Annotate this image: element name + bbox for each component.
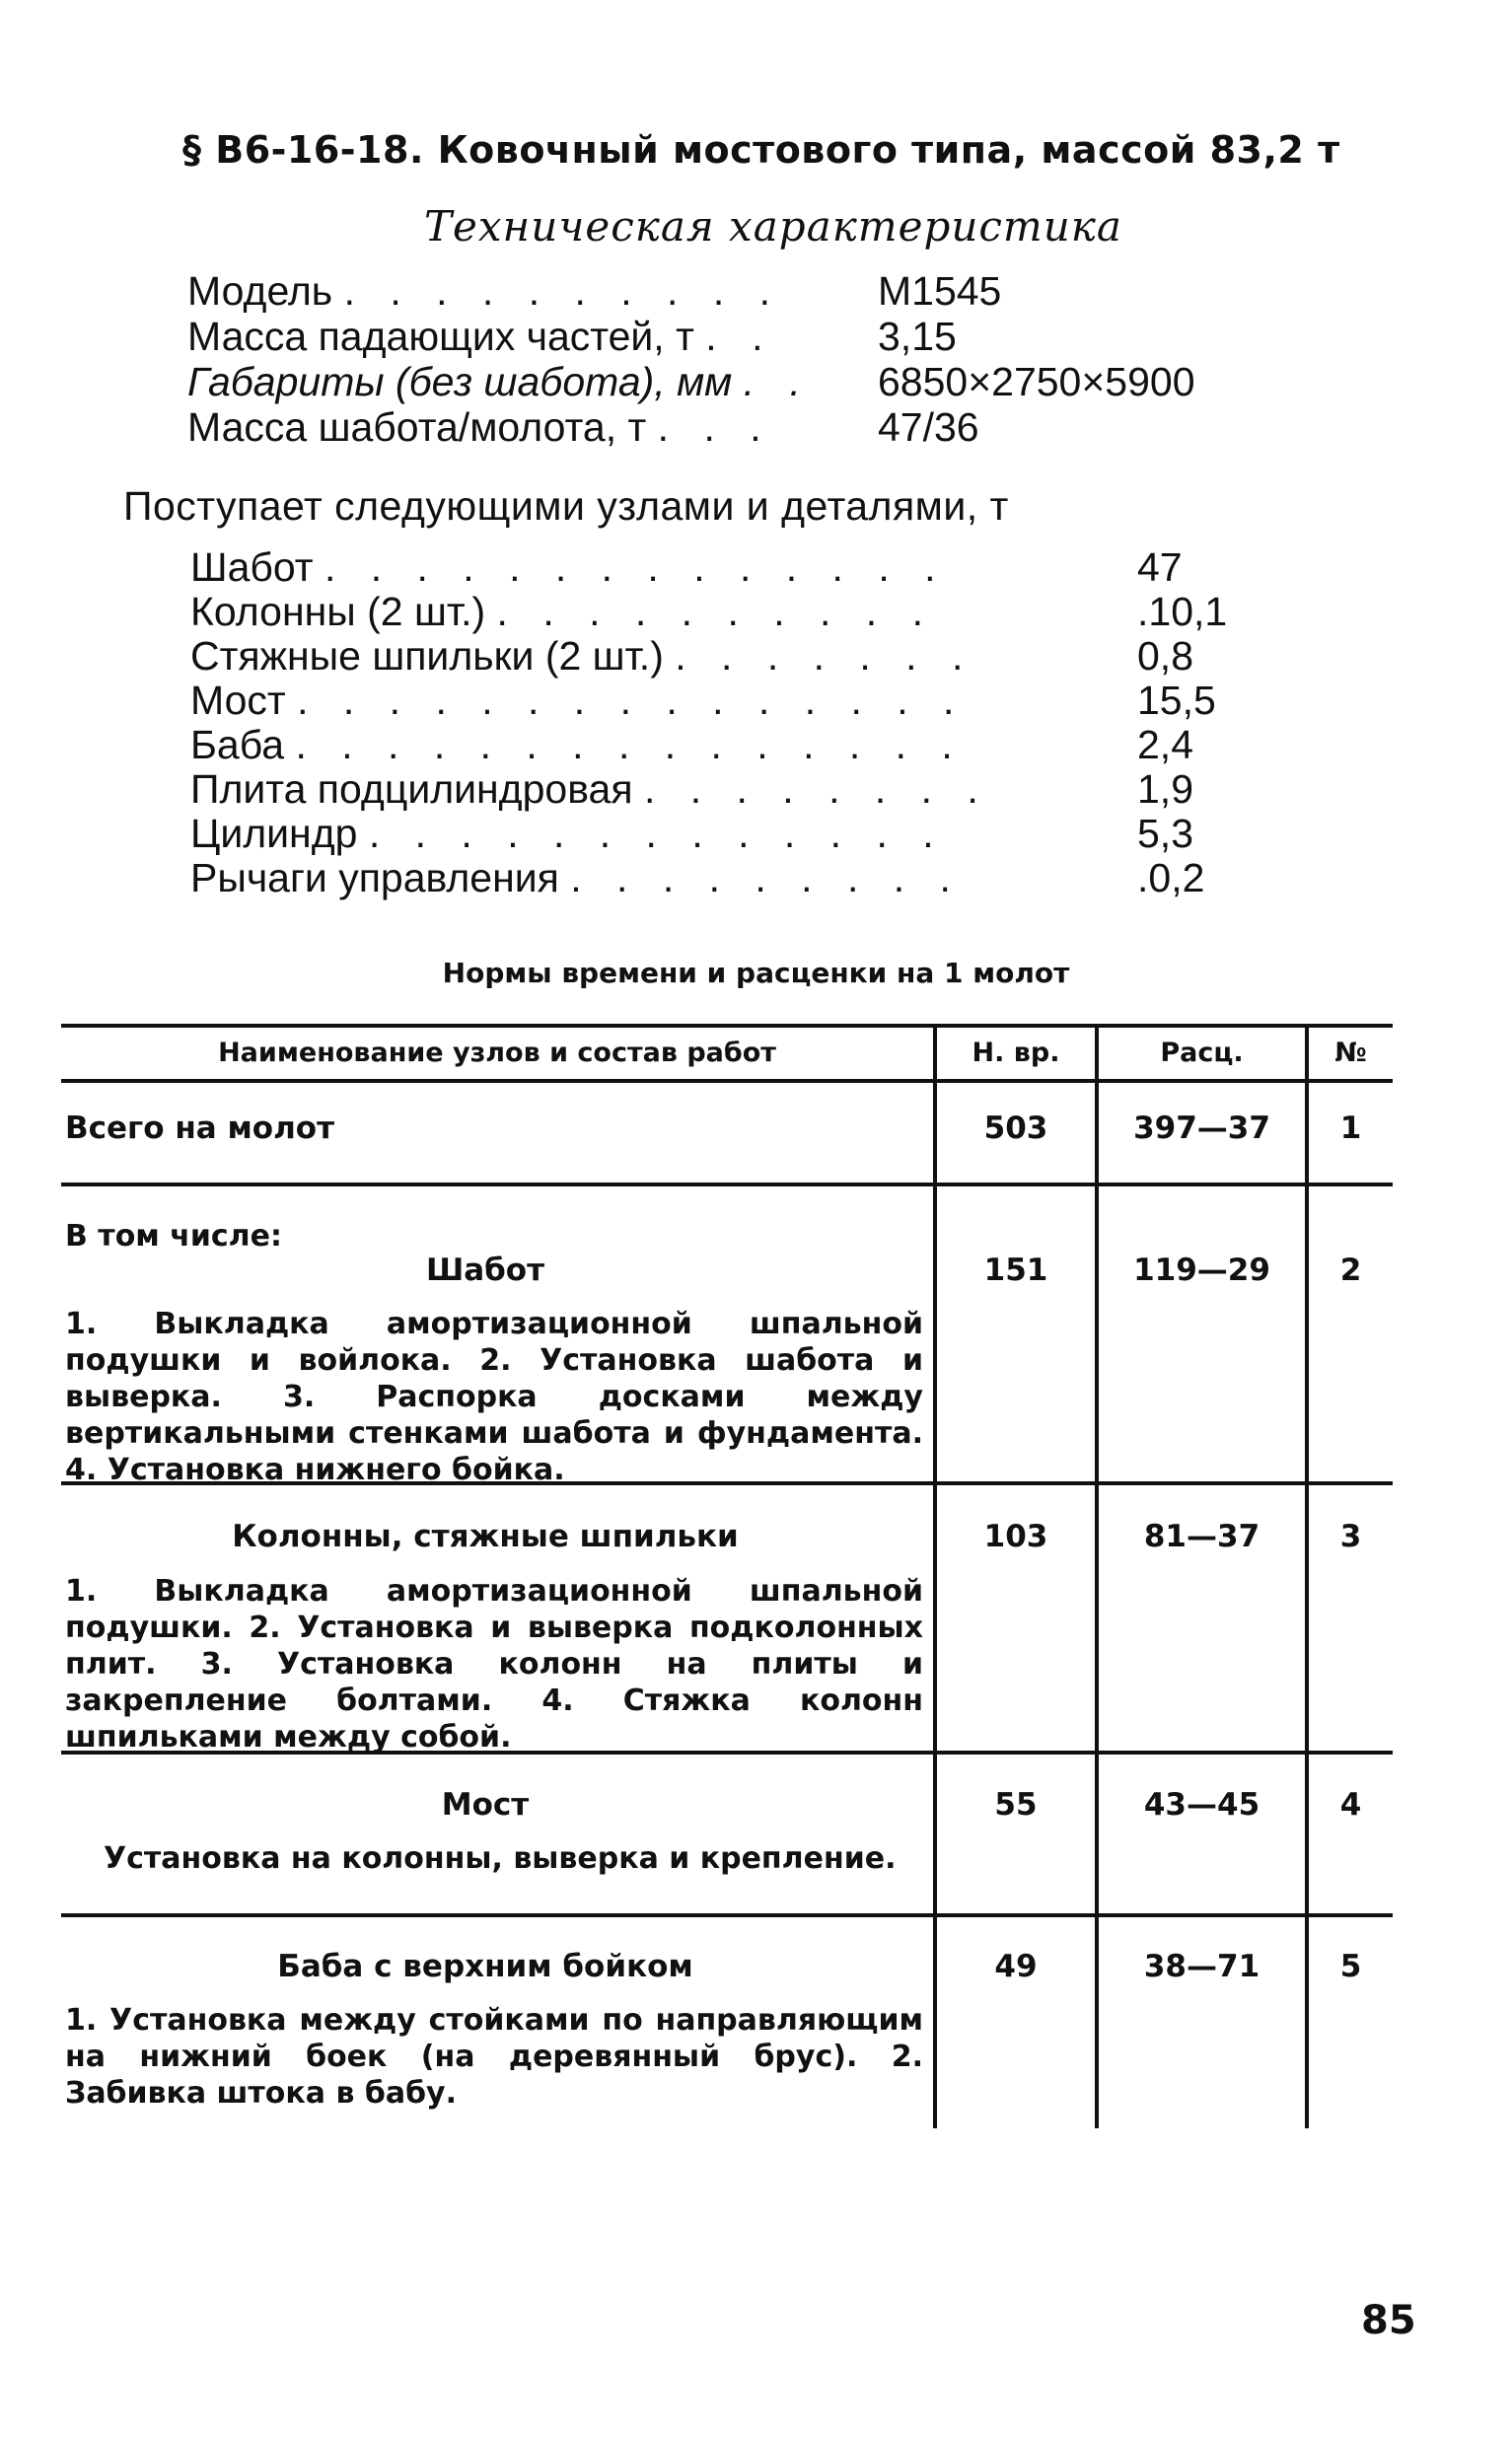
tech-heading: Техническая характеристика [424,202,1122,251]
part-row [190,722,1325,767]
row-desc: Установка на колонны, выверка и крепление. [104,1841,897,1876]
page-number: 85 [1361,2298,1416,2343]
spec-row [187,404,1371,450]
part-row [190,811,1325,856]
row-no: 3 [1339,1519,1362,1554]
part-dots: . . . . . . . . . . [496,589,935,634]
row-no: 2 [1339,1253,1362,1288]
table-header-price: Расц. [1160,1038,1244,1068]
spec-label: Габариты (без шабота), мм [187,359,733,404]
row-hours: 103 [983,1519,1048,1554]
spec-value: 3,15 [878,314,957,359]
part-row [190,589,1325,634]
part-label: Рычаги управления [190,855,559,900]
part-row [190,855,1325,900]
part-label: Мост [190,678,286,723]
spec-label: Масса шабота/молота, т [187,404,647,450]
part-value: 47 [1137,544,1183,590]
table-rule-top [61,1024,1393,1028]
spec-dots: . . [705,314,775,359]
section-title: § В6-16-18. Ковочный мостового типа, массой 83,2 т [182,128,1340,172]
part-row [190,766,1325,812]
row-price: 43—45 [1143,1787,1260,1823]
row-hours: 55 [994,1787,1038,1823]
part-label: Стяжные шпильки (2 шт.) [190,633,664,679]
part-dots: . . . . . . . . . . . . . . [324,544,948,590]
part-dots: . . . . . . . . . . . . . . . [297,678,967,723]
row-hours: 49 [994,1949,1038,1984]
row-name: Мост [441,1787,530,1823]
spec-dots: . . [743,359,813,404]
table-header-hours: Н. вр. [972,1038,1060,1068]
row-price: 38—71 [1143,1949,1260,1984]
part-value: 15,5 [1137,678,1216,723]
part-row [190,678,1325,723]
table-header-name: Наименование узлов и состав работ [218,1038,776,1068]
row-no: 5 [1339,1949,1362,1984]
norms-title: Нормы времени и расценки на 1 молот [442,957,1070,989]
part-value: .10,1 [1137,589,1228,634]
part-label: Цилиндр [190,811,358,856]
spec-dots: . . . [657,404,773,450]
row-desc: 1. Выкладка амортизационной шпальной подушки и войлока. 2. Установка шабота и выверка. 3. Распорка досками между вертикальными стенками шабота и фундамента. 4. Установка нижнего бойка. [65,1307,923,1487]
row-price: 119—29 [1133,1253,1270,1288]
total-label: Всего на молот [65,1111,335,1146]
part-dots: . . . . . . . . . [570,855,963,900]
part-value: 1,9 [1137,766,1193,812]
part-dots: . . . . . . . . . . . . . . . [295,722,965,767]
part-row [190,544,1325,590]
row-name: Колонны, стяжные шпильки [232,1519,739,1554]
total-hours: 503 [983,1111,1048,1146]
part-value: 0,8 [1137,633,1193,679]
spec-label: Модель [187,268,333,314]
table-rule-header [61,1079,1393,1083]
spec-label: Масса падающих частей, т [187,314,694,359]
part-label: Колонны (2 шт.) [190,589,486,634]
row-name: Баба с верхним бойком [277,1949,693,1984]
total-no: 1 [1339,1111,1362,1146]
table-rule [61,1913,1393,1917]
part-dots: . . . . . . . . [643,766,990,812]
part-dots: . . . . . . . . . . . . . [368,811,946,856]
part-label: Плита подцилиндровая [190,766,633,812]
part-value: .0,2 [1137,855,1205,900]
row-no: 4 [1339,1787,1362,1823]
spec-dots: . . . . . . . . . . [343,268,783,314]
row-desc: 1. Выкладка амортизационной шпальной подушки. 2. Установка и выверка подколонных плит. 3. Установка колонн на плиты и закрепление болтами. 4. Стяжка колонн шпильками между собой. [65,1574,923,1755]
part-value: 5,3 [1137,811,1193,856]
part-value: 2,4 [1137,722,1193,767]
part-dots: . . . . . . . [675,633,975,679]
row-hours: 151 [983,1253,1048,1288]
row-price: 81—37 [1143,1519,1260,1554]
table-header-no: № [1334,1038,1367,1068]
including-label: В том числе: [65,1219,282,1254]
row-desc: 1. Установка между стойками по направляющим на нижний боек (на деревянный брус). 2. Забивка штока в бабу. [65,2003,923,2111]
part-label: Баба [190,722,285,767]
spec-row [187,268,1371,314]
spec-row [187,359,1371,404]
total-price: 397—37 [1133,1111,1270,1146]
spec-row [187,314,1371,359]
spec-value: 6850×2750×5900 [878,359,1195,404]
spec-value: М1545 [878,268,1002,314]
parts-intro: Поступает следующими узлами и деталями, т [123,483,1009,529]
part-label: Шабот [190,544,314,590]
row-name: Шабот [425,1253,545,1288]
spec-value: 47/36 [878,404,979,450]
part-row [190,633,1325,679]
table-rule [61,1183,1393,1186]
